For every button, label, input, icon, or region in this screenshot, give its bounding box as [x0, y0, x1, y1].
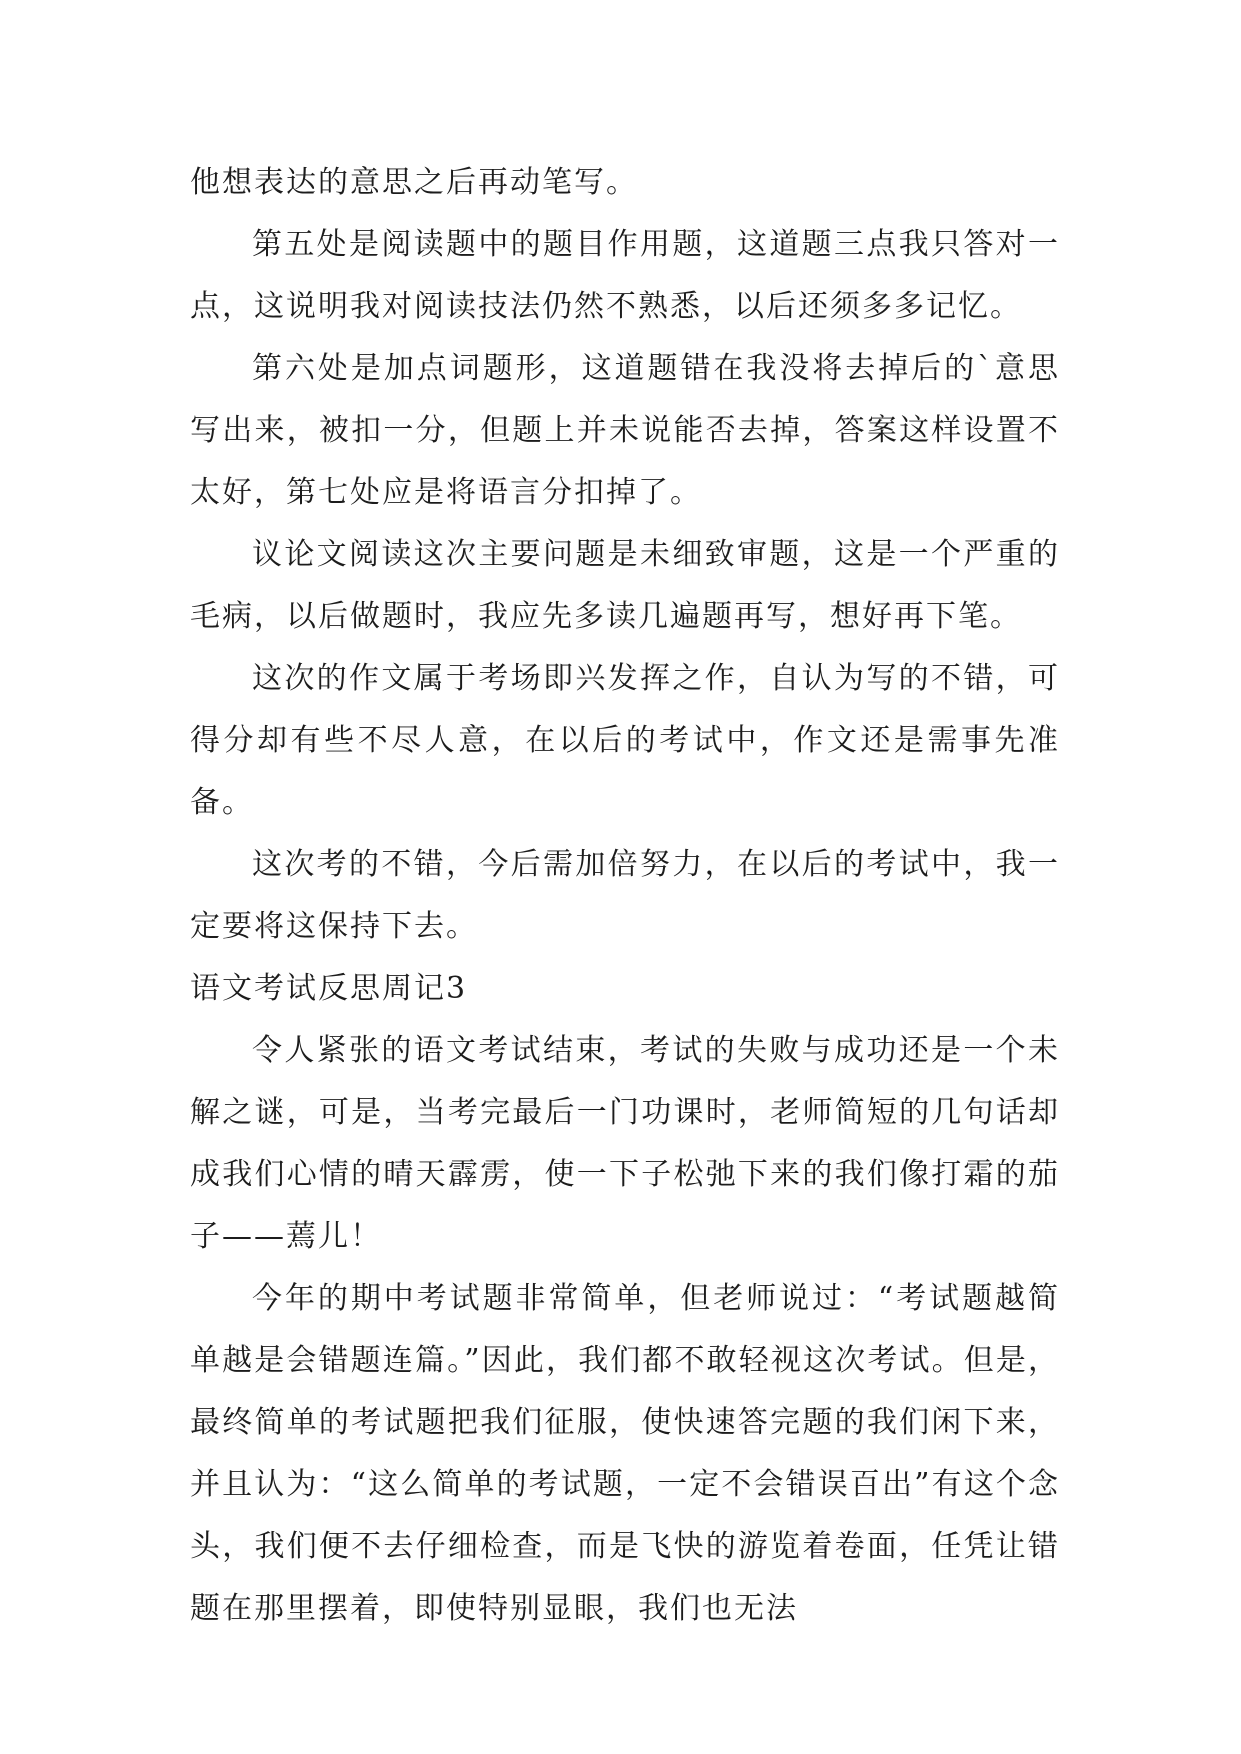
paragraph-composition: 这次的作文属于考场即兴发挥之作，自认为写的不错，可得分却有些不尽人意，在以后的考试中，作文还是需事先准备。 — [190, 661, 1060, 820]
paragraph-fifth-error: 第五处是阅读题中的题目作用题，这道题三点我只答对一点，这说明我对阅读技法仍然不熟悉，以后还须多多记忆。 — [190, 227, 1060, 324]
document-body — [190, 152, 1060, 1640]
section-heading: 语文考试反思周记3 — [190, 971, 468, 1006]
paragraph-midterm-exam: 今年的期中考试题非常简单，但老师说过：“考试题越简单越是会错题连篇。”因此，我们都不敢轻视这次考试。但是，最终简单的考试题把我们征服，使快速答完题的我们闲下来，并且认为：“这么简单的考试题，一定不会错误百出”有这个念头，我们便不去仔细检查，而是飞快的游览着卷面，任凭让错题在那里摆着，即使特别显眼，我们也无法 — [190, 1281, 1060, 1626]
paragraph-continuation: 他想表达的意思之后再动笔写。 — [190, 165, 638, 200]
paragraph-exam-ended: 令人紧张的语文考试结束，考试的失败与成功还是一个未解之谜，可是，当考完最后一门功课时，老师简短的几句话却成我们心情的晴天霹雳，使一下子松弛下来的我们像打霜的茄子——蔫儿！ — [190, 1033, 1060, 1254]
paragraph-sixth-error: 第六处是加点词题形，这道题错在我没将去掉后的`意思写出来，被扣一分，但题上并未说能否去掉，答案这样设置不太好，第七处应是将语言分扣掉了。 — [190, 351, 1060, 510]
paragraph-argumentative-reading: 议论文阅读这次主要问题是未细致审题，这是一个严重的毛病，以后做题时，我应先多读几遍题再写，想好再下笔。 — [190, 537, 1060, 634]
paragraph-conclusion: 这次考的不错，今后需加倍努力，在以后的考试中，我一定要将这保持下去。 — [190, 847, 1060, 944]
